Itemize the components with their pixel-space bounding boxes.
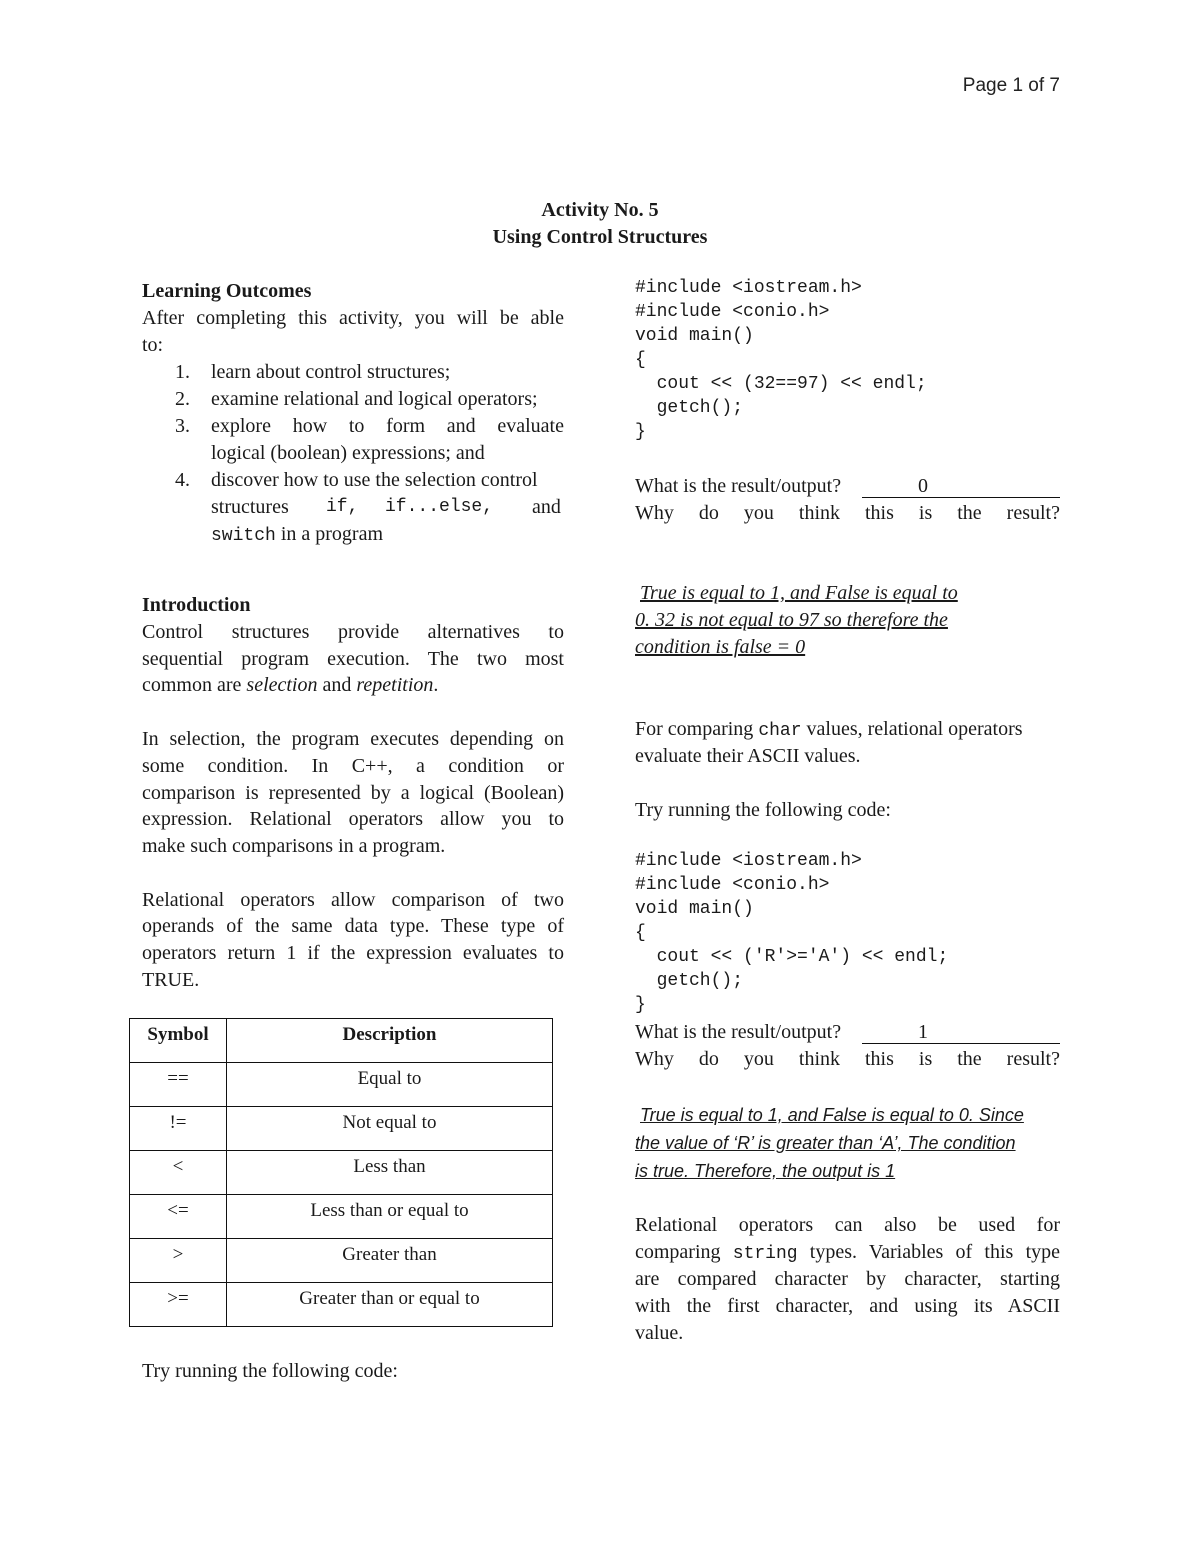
string-paragraph-line: value. [635, 1322, 684, 1344]
activity-subtitle: Using Control Structures [492, 226, 708, 248]
list-number: 1. [175, 361, 190, 383]
learning-outcomes-heading: Learning Outcomes [142, 280, 312, 302]
list-item: logical (boolean) expressions; and [211, 442, 485, 464]
selection-paragraph-line: expression. Relational operators allow you to [142, 808, 564, 830]
list-text: and [532, 496, 561, 518]
text: common are [142, 674, 247, 696]
relational-operators-table [129, 1018, 553, 1327]
code-line: void main() [635, 326, 754, 346]
text: comparing [635, 1241, 733, 1263]
table-cell-symbol: < [130, 1151, 227, 1195]
text: . [433, 674, 439, 696]
text: values, relational operators [801, 718, 1023, 740]
list-text: in a program [275, 523, 383, 545]
table-cell-description: Not equal to [227, 1107, 553, 1151]
table-cell-description: Greater than [227, 1239, 553, 1283]
code-block-1 [635, 276, 927, 444]
keyword-string: string [732, 1244, 798, 1264]
text: For comparing [635, 718, 759, 740]
relational-paragraph-line: Relational operators allow comparison of two [142, 889, 564, 911]
answer-explanation-1 [635, 580, 958, 661]
question-result-1 [635, 473, 1060, 500]
list-number: 4. [175, 469, 190, 491]
string-paragraph-line: with the first character, and using its ASCII [635, 1295, 1060, 1317]
keyword-char: char [758, 721, 802, 741]
answer-value: 0 [918, 475, 928, 497]
list-text: structures [211, 496, 289, 518]
list-item: discover how to use the selection control [211, 469, 538, 491]
introduction-heading: Introduction [142, 594, 251, 616]
outcomes-intro-line: to: [142, 334, 164, 356]
question-label: What is the result/output? [635, 1021, 842, 1043]
code-line: #include <iostream.h> [635, 278, 862, 298]
code-line: getch(); [635, 971, 744, 991]
answer-line: is true. Therefore, the output is 1 [635, 1161, 896, 1181]
intro-paragraph-line: Control structures provide alternatives to [142, 621, 564, 643]
keyword-if: if, [326, 497, 359, 517]
answer-value: 1 [918, 1021, 928, 1043]
char-paragraph-line [635, 716, 1023, 745]
code-line: void main() [635, 899, 754, 919]
question-result-2 [635, 1019, 1060, 1046]
table-row [130, 1195, 553, 1239]
list-number: 3. [175, 415, 190, 437]
table-cell-symbol: != [130, 1107, 227, 1151]
table-header-symbol: Symbol [130, 1019, 227, 1063]
outcomes-intro-line: After completing this activity, you will be able [142, 307, 564, 329]
table-row [130, 1107, 553, 1151]
list-item-keywords [211, 521, 383, 550]
table-cell-symbol: > [130, 1239, 227, 1283]
list-item: explore how to form and evaluate [211, 415, 564, 437]
why-question-1: Why do you think this is the result? [635, 502, 1060, 524]
list-item-keywords [211, 494, 564, 521]
why-question-2: Why do you think this is the result? [635, 1048, 1060, 1070]
table-row [130, 1063, 553, 1107]
list-item: examine relational and logical operators; [211, 388, 538, 410]
answer-line: 0. 32 is not equal to 97 so therefore the [635, 609, 948, 631]
page-number: Page 1 of 7 [962, 75, 1060, 96]
answer-field-1 [862, 473, 1060, 498]
table-row [130, 1151, 553, 1195]
try-running-text: Try running the following code: [142, 1360, 398, 1382]
code-line: #include <conio.h> [635, 875, 830, 895]
code-line: { [635, 350, 646, 370]
selection-paragraph-line: comparison is represented by a logical (Boolean) [142, 782, 564, 804]
relational-paragraph-line: operators return 1 if the expression evaluates to [142, 942, 564, 964]
string-paragraph-line: are compared character by character, starting [635, 1268, 1060, 1290]
answer-line: the value of ‘R’ is greater than ‘A’, The condition [635, 1133, 1016, 1153]
answer-line: condition is false = 0 [635, 636, 806, 658]
intro-paragraph-line: sequential program execution. The two most [142, 648, 564, 670]
answer-explanation-2 [635, 1101, 1024, 1185]
code-line: { [635, 923, 646, 943]
string-paragraph-line [635, 1239, 1060, 1268]
selection-paragraph-line: In selection, the program executes depending on [142, 728, 564, 750]
text: types. Variables of this type [797, 1241, 1060, 1263]
answer-line: True is equal to 1, and False is equal to 0. Since [640, 1105, 1024, 1125]
table-cell-description: Equal to [227, 1063, 553, 1107]
relational-paragraph-line: operands of the same data type. These type of [142, 915, 564, 937]
table-cell-description: Less than or equal to [227, 1195, 553, 1239]
selection-paragraph-line: some condition. In C++, a condition or [142, 755, 564, 777]
emphasis-repetition: repetition [356, 674, 434, 696]
try-running-text: Try running the following code: [635, 799, 891, 821]
keyword-if-else: if...else, [385, 497, 494, 517]
table-cell-description: Less than [227, 1151, 553, 1195]
answer-line: True is equal to 1, and False is equal to [640, 582, 958, 604]
code-line: #include <iostream.h> [635, 851, 862, 871]
table-cell-symbol: == [130, 1063, 227, 1107]
table-header-description: Description [227, 1019, 553, 1063]
code-block-2 [635, 849, 948, 1017]
string-paragraph-line: Relational operators can also be used for [635, 1214, 1060, 1236]
list-item: learn about control structures; [211, 361, 451, 383]
table-row [130, 1239, 553, 1283]
selection-paragraph-line: make such comparisons in a program. [142, 835, 446, 857]
code-line: getch(); [635, 398, 744, 418]
table-cell-symbol: >= [130, 1283, 227, 1327]
char-paragraph-line: evaluate their ASCII values. [635, 745, 861, 767]
table-cell-symbol: <= [130, 1195, 227, 1239]
keyword-switch: switch [211, 526, 276, 546]
code-line: cout << ('R'>='A') << endl; [635, 947, 949, 967]
relational-paragraph-line: TRUE. [142, 969, 200, 991]
code-line: } [635, 995, 646, 1015]
code-line: } [635, 422, 646, 442]
code-line: #include <conio.h> [635, 302, 830, 322]
table-cell-description: Greater than or equal to [227, 1283, 553, 1327]
table-header-row [130, 1019, 553, 1063]
list-number: 2. [175, 388, 190, 410]
text: and [317, 674, 357, 696]
activity-title: Activity No. 5 [541, 199, 659, 221]
answer-field-2 [862, 1019, 1060, 1044]
table-row [130, 1283, 553, 1327]
code-line: cout << (32==97) << endl; [635, 374, 927, 394]
question-label: What is the result/output? [635, 475, 842, 497]
emphasis-selection: selection [246, 674, 318, 696]
intro-paragraph-line [142, 672, 438, 699]
